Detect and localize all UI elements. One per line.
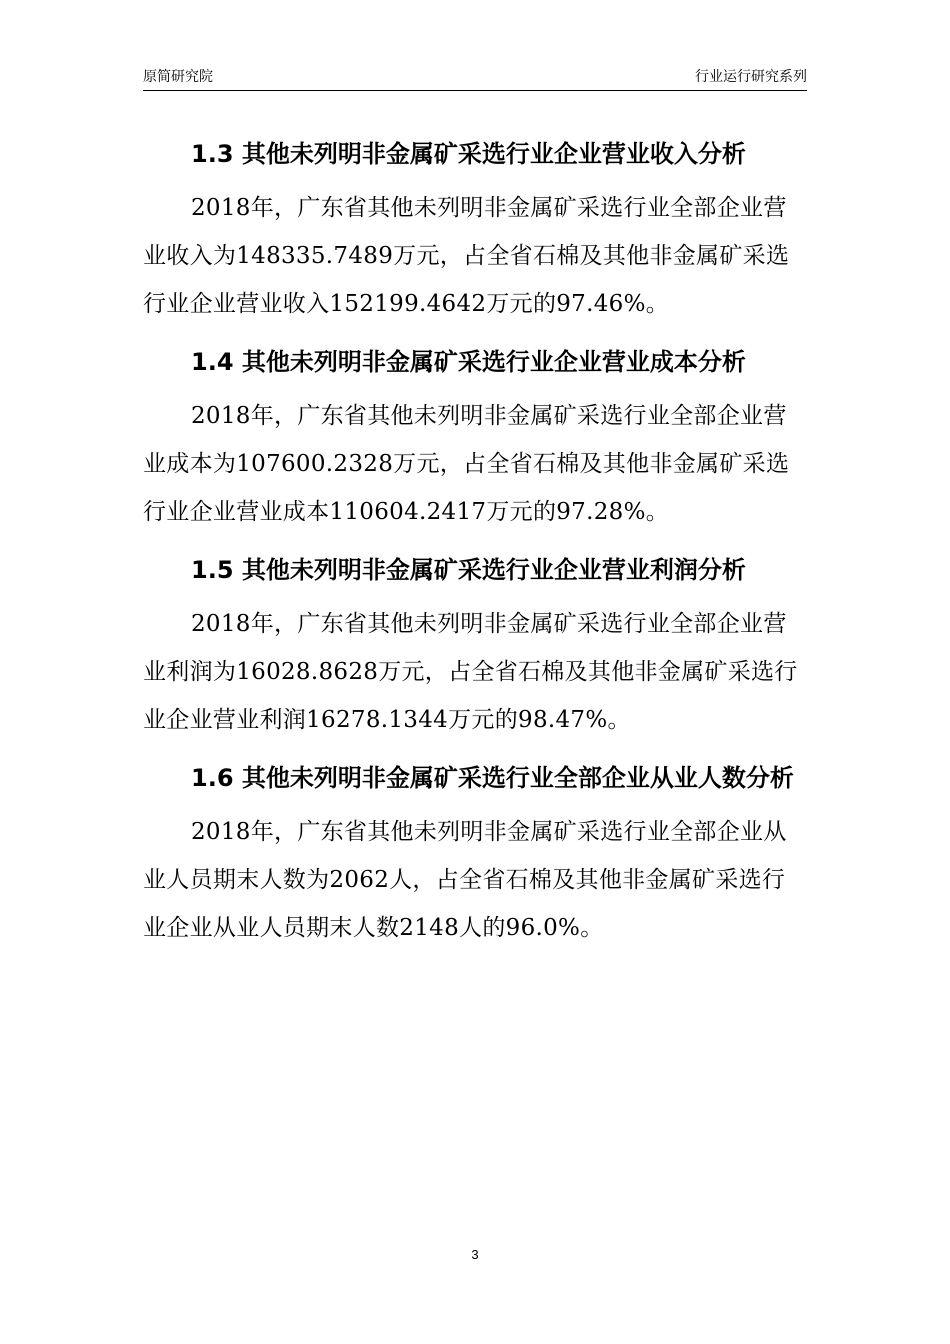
header-series-name: 行业运行研究系列 (695, 69, 807, 85)
section-heading: 1.3 其他未列明非金属矿采选行业企业营业收入分析 (191, 140, 746, 168)
section-paragraph: 2018年，广东省其他未列明非金属矿采选行业全部企业营业利润为16028.8628万元，占全省石棉及其他非金属矿采选行业企业营业利润16278.1344万元的98.47%。 (143, 611, 798, 733)
section-employees (143, 754, 807, 952)
section-heading: 1.6 其他未列明非金属矿采选行业全部企业从业人数分析 (191, 764, 794, 792)
section-heading: 1.4 其他未列明非金属矿采选行业企业营业成本分析 (191, 348, 746, 376)
section-heading: 1.5 其他未列明非金属矿采选行业企业营业利润分析 (191, 556, 746, 584)
section-profit (143, 546, 807, 744)
section-paragraph: 2018年，广东省其他未列明非金属矿采选行业全部企业营业成本为107600.2328万元，占全省石棉及其他非金属矿采选行业企业营业成本110604.2417万元的97.28%。 (143, 403, 790, 525)
page-number: 3 (471, 1247, 479, 1262)
section-paragraph: 2018年，广东省其他未列明非金属矿采选行业全部企业从业人员期末人数为2062人，占全省石棉及其他非金属矿采选行业企业从业人员期末人数2148人的96.0%。 (143, 819, 787, 941)
document-body (143, 130, 807, 962)
page-header (143, 66, 807, 91)
section-revenue (143, 130, 807, 328)
section-paragraph: 2018年，广东省其他未列明非金属矿采选行业全部企业营业收入为148335.7489万元，占全省石棉及其他非金属矿采选行业企业营业收入152199.4642万元的97.46%。 (143, 195, 790, 317)
header-org-name: 原简研究院 (143, 69, 213, 85)
section-cost (143, 338, 807, 536)
